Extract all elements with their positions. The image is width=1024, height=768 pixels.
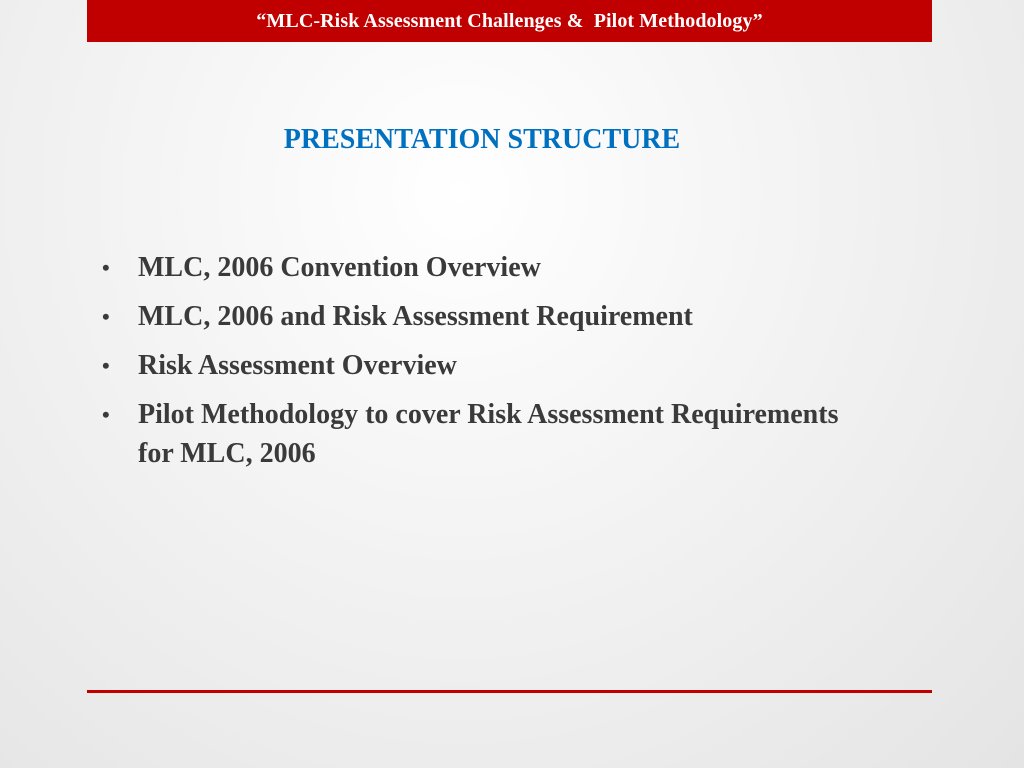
bullet-text: Risk Assessment Overview [138, 350, 457, 381]
bullet-item [100, 297, 860, 336]
bullet-text: Pilot Methodology to cover Risk Assessment Requirements for MLC, 2006 [138, 399, 839, 469]
slide-title: PRESENTATION STRUCTURE [283, 124, 681, 155]
bullet-list [100, 248, 860, 483]
bullet-text: MLC, 2006 and Risk Assessment Requirement [138, 301, 693, 332]
bullet-glyph: • [102, 353, 110, 378]
bullet-item [100, 346, 860, 385]
bullet-text: MLC, 2006 Convention Overview [138, 252, 541, 283]
header-title: “MLC-Risk Assessment Challenges & Pilot Methodology” [256, 9, 763, 32]
header-bar [87, 0, 932, 42]
bullet-glyph: • [102, 304, 110, 329]
bullet-item [100, 248, 860, 287]
bullet-glyph: • [102, 255, 110, 280]
bullet-glyph: • [102, 402, 110, 427]
footer-divider [87, 690, 932, 693]
bullet-item [100, 395, 860, 473]
